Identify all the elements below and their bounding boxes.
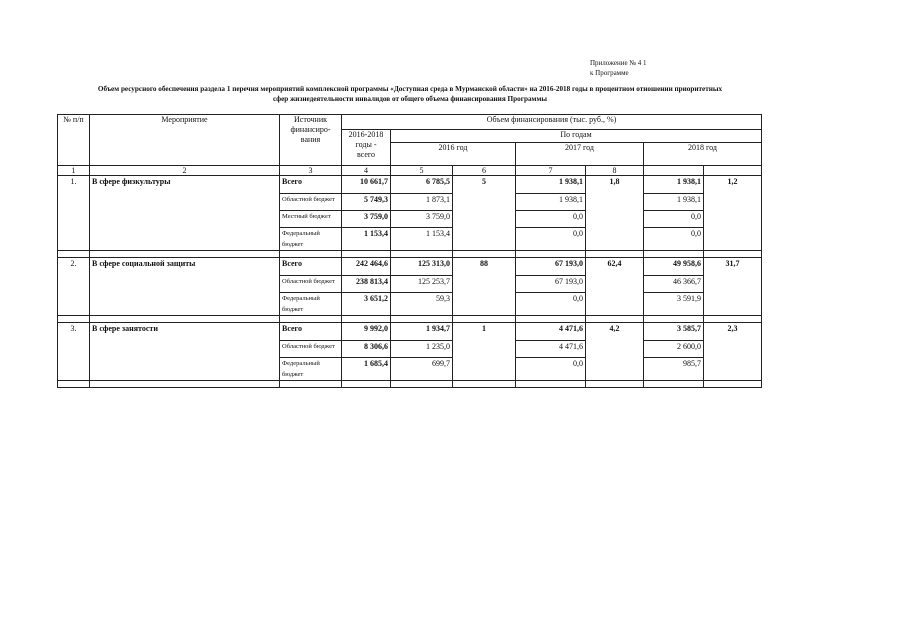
percent-2016-cell: 88 [453, 258, 516, 316]
total-cell: 9 992,0 [342, 323, 391, 341]
section-name: В сфере социальной защиты [90, 258, 280, 316]
year-2018-cell: 49 958,6 [644, 258, 704, 276]
year-2018-cell: 3 591,9 [644, 293, 704, 316]
gap-cell [280, 251, 342, 258]
table-body [58, 176, 762, 388]
gap-cell [342, 381, 391, 388]
gap-cell [58, 381, 90, 388]
gap-cell [586, 251, 644, 258]
source-cell: Областной бюджет [280, 341, 342, 358]
year-2018-cell: 3 585,7 [644, 323, 704, 341]
column-number: 5 [391, 166, 453, 176]
total-cell: 3 759,0 [342, 211, 391, 228]
table-row [58, 258, 762, 276]
year-2016-cell: 59,3 [391, 293, 453, 316]
gap-cell [586, 381, 644, 388]
gap-cell [391, 251, 453, 258]
table-end-row [58, 381, 762, 388]
gap-cell [90, 251, 280, 258]
column-number: 2 [90, 166, 280, 176]
column-number: 1 [58, 166, 90, 176]
year-2016-cell: 125 313,0 [391, 258, 453, 276]
gap-cell [453, 316, 516, 323]
gap-cell [453, 251, 516, 258]
header-volume: Объем финансирования (тыс. руб., %) [342, 115, 762, 130]
percent-2017-cell: 4,2 [586, 323, 644, 381]
header-event: Мероприятие [90, 115, 280, 166]
percent-2018-cell: 31,7 [704, 258, 762, 316]
source-cell: Областной бюджет [280, 194, 342, 211]
year-2017-cell: 4 471,6 [516, 341, 586, 358]
gap-cell [704, 316, 762, 323]
year-2017-cell: 67 193,0 [516, 276, 586, 293]
source-cell: Областной бюджет [280, 276, 342, 293]
gap-cell [644, 381, 704, 388]
source-cell: Всего [280, 323, 342, 341]
year-2016-cell: 1 153,4 [391, 228, 453, 251]
title-line-2: сфер жизнедеятельности инвалидов от общего объема финансирования Программы [273, 95, 547, 103]
year-2018-cell: 1 938,1 [644, 176, 704, 194]
year-2016-cell: 699,7 [391, 358, 453, 381]
total-cell: 1 153,4 [342, 228, 391, 251]
table-row [58, 323, 762, 341]
source-cell: Федеральный бюджет [280, 228, 342, 251]
total-cell: 10 661,7 [342, 176, 391, 194]
column-number: 4 [342, 166, 391, 176]
year-2018-cell: 0,0 [644, 228, 704, 251]
gap-cell [58, 251, 90, 258]
year-2017-cell: 0,0 [516, 358, 586, 381]
section-gap-row [58, 316, 762, 323]
year-2016-cell: 6 785,5 [391, 176, 453, 194]
appendix-line-2: к Программе [590, 69, 629, 77]
gap-cell [704, 251, 762, 258]
gap-cell [280, 316, 342, 323]
percent-2017-cell: 62,4 [586, 258, 644, 316]
year-2017-cell: 4 471,6 [516, 323, 586, 341]
year-2017-cell: 1 938,1 [516, 194, 586, 211]
document-title [50, 84, 770, 104]
year-2017-cell: 67 193,0 [516, 258, 586, 276]
title-line-1: Объем ресурсного обеспечения раздела 1 перечня мероприятий комплексной программы «Доступная среда в Мурманской области» на 2016-2018 годы в процентном отношении приоритетных [97, 85, 723, 93]
gap-cell [90, 381, 280, 388]
section-name: В сфере физкультуры [90, 176, 280, 251]
gap-cell [342, 316, 391, 323]
source-cell: Федеральный бюджет [280, 358, 342, 381]
section-name: В сфере занятости [90, 323, 280, 381]
section-gap-row [58, 251, 762, 258]
column-numbers-row [58, 166, 762, 176]
year-2016-cell: 3 759,0 [391, 211, 453, 228]
year-2016-cell: 125 253,7 [391, 276, 453, 293]
source-cell: Всего [280, 258, 342, 276]
header-year-2018: 2018 год [644, 143, 762, 166]
header-total: 2016-2018 годы - всего [342, 130, 391, 166]
gap-cell [391, 316, 453, 323]
table-row [58, 176, 762, 194]
gap-cell [342, 251, 391, 258]
column-number: 8 [586, 166, 644, 176]
year-2018-cell: 1 938,1 [644, 194, 704, 211]
year-2018-cell: 2 600,0 [644, 341, 704, 358]
year-2017-cell: 0,0 [516, 293, 586, 316]
header-row-1 [58, 115, 762, 130]
year-2018-cell: 46 366,7 [644, 276, 704, 293]
total-cell: 5 749,3 [342, 194, 391, 211]
year-2017-cell: 1 938,1 [516, 176, 586, 194]
source-cell: Федеральный бюджет [280, 293, 342, 316]
gap-cell [644, 251, 704, 258]
gap-cell [391, 381, 453, 388]
section-number: 1. [58, 176, 90, 251]
gap-cell [516, 316, 586, 323]
header-year-2016: 2016 год [391, 143, 516, 166]
column-number: 7 [516, 166, 586, 176]
section-number: 3. [58, 323, 90, 381]
header-year-2017: 2017 год [516, 143, 644, 166]
percent-2016-cell: 5 [453, 176, 516, 251]
gap-cell [280, 381, 342, 388]
total-cell: 8 306,6 [342, 341, 391, 358]
total-cell: 1 685,4 [342, 358, 391, 381]
year-2016-cell: 1 873,1 [391, 194, 453, 211]
year-2017-cell: 0,0 [516, 211, 586, 228]
section-number: 2. [58, 258, 90, 316]
percent-2017-cell: 1,8 [586, 176, 644, 251]
year-2016-cell: 1 934,7 [391, 323, 453, 341]
funding-table [57, 114, 762, 388]
gap-cell [90, 316, 280, 323]
gap-cell [586, 316, 644, 323]
gap-cell [516, 381, 586, 388]
header-by-years: По годам [391, 130, 762, 143]
column-number: 3 [280, 166, 342, 176]
percent-2016-cell: 1 [453, 323, 516, 381]
column-number: 6 [453, 166, 516, 176]
year-2018-cell: 0,0 [644, 211, 704, 228]
year-2017-cell: 0,0 [516, 228, 586, 251]
year-2018-cell: 985,7 [644, 358, 704, 381]
header-source: Источник финансиро-вания [280, 115, 342, 166]
gap-cell [516, 251, 586, 258]
total-cell: 242 464,6 [342, 258, 391, 276]
column-number [704, 166, 762, 176]
source-cell: Местный бюджет [280, 211, 342, 228]
gap-cell [453, 381, 516, 388]
gap-cell [58, 316, 90, 323]
appendix-note [590, 58, 647, 78]
gap-cell [704, 381, 762, 388]
source-cell: Всего [280, 176, 342, 194]
percent-2018-cell: 1,2 [704, 176, 762, 251]
header-num: № п/п [58, 115, 90, 166]
total-cell: 3 651,2 [342, 293, 391, 316]
appendix-line-1: Приложение № 4 1 [590, 59, 647, 67]
total-cell: 238 813,4 [342, 276, 391, 293]
column-number [644, 166, 704, 176]
percent-2018-cell: 2,3 [704, 323, 762, 381]
gap-cell [644, 316, 704, 323]
year-2016-cell: 1 235,0 [391, 341, 453, 358]
